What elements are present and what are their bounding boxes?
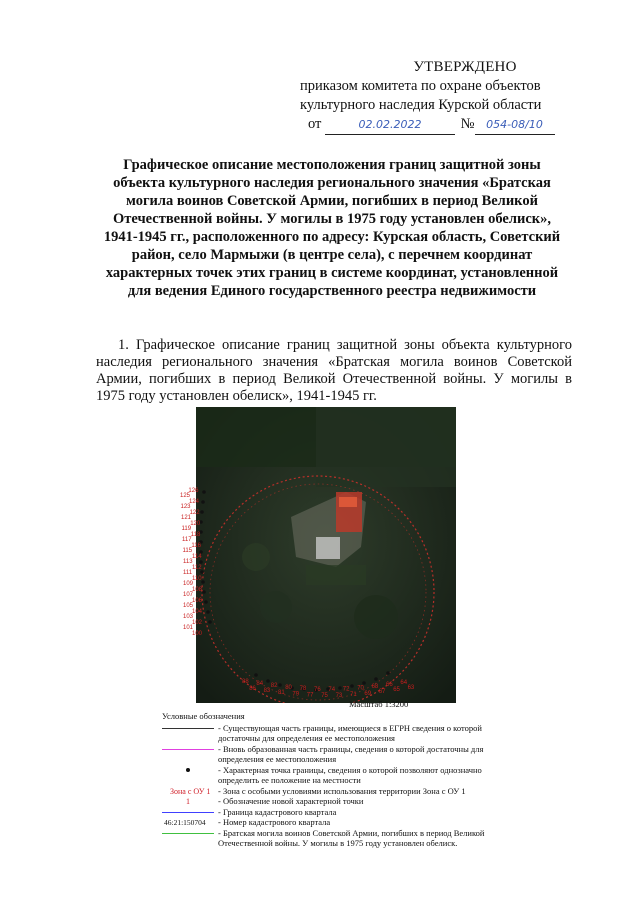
- point-label: 73: [335, 692, 343, 699]
- point-label: 68: [371, 684, 379, 691]
- kvartal-border-symbol: [162, 807, 218, 817]
- legend: [162, 711, 512, 849]
- legend-item-text: - Вновь образованная часть границы, сведения о которой достаточны для определения ее местоположения: [218, 743, 484, 764]
- kvartal-number-symbol: [162, 817, 218, 827]
- legend-item: [162, 723, 512, 744]
- point-label: 71: [350, 692, 357, 699]
- approval-stamp: [300, 58, 600, 135]
- point-label: 66: [386, 682, 393, 689]
- kvartal-number: 46:21:150704: [164, 818, 206, 827]
- point-label: 124: [189, 499, 200, 505]
- legend-item: [162, 765, 512, 786]
- legend-item: [162, 817, 512, 828]
- point-label: 86: [249, 686, 256, 693]
- point-label: 63: [407, 685, 415, 691]
- point-label: 114: [192, 554, 202, 560]
- new-point-symbol: [162, 796, 218, 806]
- document-heading: Графическое описание местоположения границ защитной зоны объекта культурного наследия регионального значения «Братская могила воинов Советской Армии, погибших в период Великой Отечественной войны. У могилы в 1975 году установлен обелиск», 1941-1945 гг., расположенного по адресу: Курская область, Советский район, село Мармыжи (в центре села), с перечнем координат характерных точек этих границ в системе координат, установленной для ведения Единого государственного реестра недвижимости: [103, 157, 561, 299]
- point-label: 126: [188, 488, 199, 494]
- point-label: 108: [192, 587, 203, 593]
- point-label: 117: [182, 537, 192, 543]
- legend-item-text: - Характерная точка границы, сведения о которой позволяют однозначно определить ее положение на местности: [218, 764, 482, 785]
- legend-item: [162, 828, 512, 849]
- legend-item-text: - Зона с особыми условиями использования территории Зона с ОУ 1: [218, 785, 466, 796]
- point-label: 119: [181, 526, 192, 532]
- point-label: 72: [342, 686, 350, 693]
- map-scale: Масштаб 1:3200: [349, 699, 409, 709]
- point-label: 102: [192, 620, 203, 626]
- point-label: 112: [192, 565, 202, 571]
- point-label: 77: [306, 692, 314, 699]
- point-label: 69: [364, 690, 372, 697]
- number-label: №: [460, 116, 475, 132]
- approval-number: 054-08/10: [486, 118, 543, 131]
- point-label: 101: [183, 625, 194, 631]
- legend-item: [162, 786, 512, 797]
- approval-line-1: приказом комитета по охране объектов: [300, 78, 541, 94]
- point-label: 106: [192, 598, 203, 604]
- point-label: 67: [378, 689, 386, 696]
- point-label: 113: [183, 559, 193, 565]
- legend-item-text: - Существующая часть границы, имеющиеся в ЕГРН сведения о которой достаточны для определения ее местоположения: [218, 722, 482, 743]
- point-label: 120: [190, 521, 201, 527]
- new-point-label: 1: [186, 797, 190, 806]
- point-label: 109: [183, 581, 194, 587]
- legend-item-text: - Обозначение новой характерной точки: [218, 796, 364, 806]
- existing-border-symbol: [162, 723, 218, 733]
- point-label: 80: [285, 684, 292, 691]
- zone-label: Зона с ОУ 1: [170, 786, 211, 796]
- point-label: 107: [183, 592, 194, 598]
- approval-date-line: [300, 115, 600, 135]
- point-label: 115: [182, 548, 193, 554]
- point-label: 105: [183, 603, 194, 609]
- section-1-text: 1. Графическое описание границ защитной зоны объекта культурного наследия регионального значения «Братская могила воинов Советской Армии, погибших в период Великой Отечественной войны. У могилы в 1975 году установлен обелиск», 1941-1945 гг.: [96, 337, 572, 404]
- point-label: 116: [191, 543, 201, 549]
- point-label: 82: [270, 683, 278, 690]
- point-label: 78: [299, 686, 307, 693]
- approval-date: 02.02.2022: [358, 118, 422, 131]
- legend-item: [162, 807, 512, 818]
- point-label: 103: [183, 614, 194, 620]
- point-label: 75: [321, 692, 328, 699]
- zone-label-symbol: [162, 786, 218, 796]
- point-label: 118: [190, 532, 201, 538]
- point-label: 125: [180, 493, 191, 499]
- approval-date-field: [325, 115, 455, 135]
- new-border-symbol: [162, 744, 218, 754]
- legend-item-text: - Номер кадастрового квартала: [218, 817, 331, 827]
- legend-item: [162, 796, 512, 807]
- point-label: 65: [393, 687, 400, 694]
- point-label: 104: [192, 609, 203, 615]
- legend-item-text: - Братская могила воинов Советской Армии, погибших в период Великой Отечественной войны. У могилы в 1975 году установлен обелиск.: [218, 827, 485, 848]
- legend-item-text: - Граница кадастрового квартала: [218, 806, 337, 817]
- point-label: 70: [357, 685, 364, 692]
- legend-title: Условные обозначения: [162, 711, 245, 721]
- approval-title: УТВЕРЖДЕНО: [413, 59, 517, 75]
- point-label: 88: [242, 679, 249, 685]
- point-label: 111: [183, 570, 193, 576]
- point-label: 123: [180, 504, 191, 510]
- point-label: 100: [192, 631, 203, 637]
- point-label: 83: [263, 688, 271, 695]
- approval-number-field: [475, 115, 555, 135]
- point-label: 64: [400, 680, 408, 687]
- point-symbol: [162, 765, 218, 775]
- section-1-paragraph: [96, 337, 572, 405]
- map-point-labels: [170, 480, 470, 705]
- point-label: 79: [292, 691, 300, 698]
- point-label: 74: [328, 686, 336, 693]
- point-label: 76: [314, 686, 321, 693]
- from-label: от: [308, 116, 322, 132]
- point-label: 110: [192, 576, 202, 582]
- point-label: 84: [256, 681, 264, 688]
- approval-line-2: культурного наследия Курской области: [300, 97, 542, 113]
- point-label: 121: [181, 515, 192, 521]
- legend-item: [162, 744, 512, 765]
- point-label: 81: [278, 690, 285, 697]
- monument-border-symbol: [162, 828, 218, 838]
- point-label: 122: [189, 510, 200, 516]
